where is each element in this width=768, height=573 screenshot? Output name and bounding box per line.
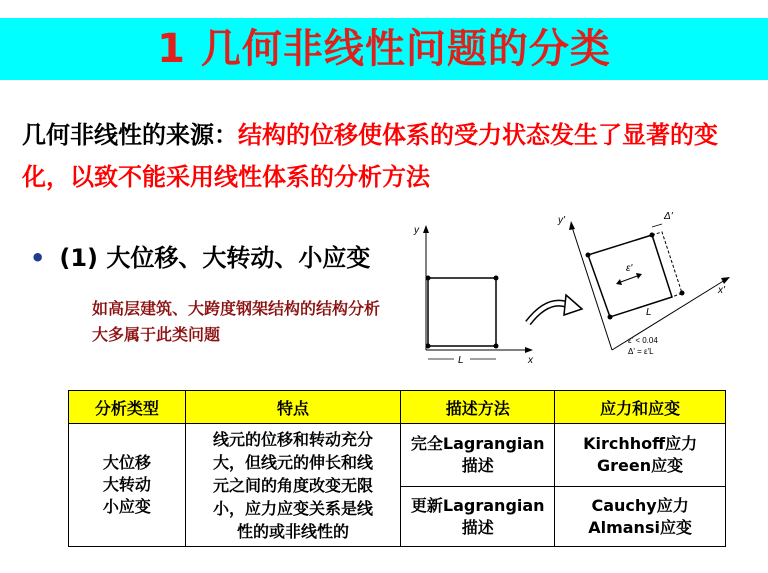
feature-cell <box>185 424 401 547</box>
deformation-figure <box>400 205 740 375</box>
slide-title: 1 几何非线性问题的分类 <box>157 26 611 72</box>
table-row <box>69 424 726 487</box>
type-line: 大转动 <box>102 475 151 494</box>
strain-line: Almansi应变 <box>588 517 692 537</box>
method-line: 描述 <box>461 517 494 537</box>
title-bar <box>0 18 768 80</box>
method-cell <box>401 424 555 487</box>
node-dot <box>426 344 431 349</box>
source-text: 结构的位移使体系的受力状态发生了显著的变化，以致不能采用线性体系的分析方法 <box>22 121 718 191</box>
node-dot <box>426 276 431 281</box>
condition-strain: ε' < 0.04 <box>628 336 658 345</box>
method-cell <box>401 487 555 547</box>
deformed-element <box>588 235 672 317</box>
type-cell <box>69 424 186 547</box>
header-analysis-type: 分析类型 <box>69 391 186 424</box>
method-line: 完全Lagrangian <box>410 434 545 453</box>
source-label: 几何非线性的来源： <box>22 121 238 149</box>
x-prime-label: x' <box>718 285 725 296</box>
table-header-row <box>69 391 726 424</box>
strain-line: Green应变 <box>597 456 684 475</box>
y-axis-label: y <box>414 225 419 236</box>
strain-label: ε' <box>626 263 633 274</box>
y-axis-arrow <box>423 225 429 233</box>
length-label: L <box>458 355 464 366</box>
stress-line: Kirchhoff应力 <box>583 434 698 453</box>
type-line: 大位移 <box>102 453 151 472</box>
node-dot <box>494 276 499 281</box>
x-axis-arrow <box>525 347 533 353</box>
feature-line: 小，应力应变关系是线 <box>213 498 374 518</box>
example-note: 如高层建筑、大跨度钢架结构的结构分析大多属于此类问题 <box>92 299 381 344</box>
bullet-item <box>30 238 370 273</box>
header-stress-strain: 应力和应变 <box>555 391 726 424</box>
feature-line: 线元的位移和转动充分 <box>213 429 374 449</box>
undeformed-element <box>428 278 496 346</box>
transform-arrow-head-icon <box>564 295 582 315</box>
stress-cell <box>555 424 726 487</box>
bullet-text: (1) 大位移、大转动、小应变 <box>59 244 371 272</box>
bullet-dot-icon: • <box>30 244 46 272</box>
feature-line: 元之间的角度改变无限 <box>213 475 374 495</box>
classification-table <box>68 390 726 547</box>
stress-cell <box>555 487 726 547</box>
elongation-region <box>652 232 682 297</box>
delta-label: Δ' <box>664 211 673 222</box>
node-dot <box>494 344 499 349</box>
feature-line: 大，但线元的伸长和线 <box>213 452 374 472</box>
method-line: 描述 <box>461 456 494 475</box>
length-prime-label: L <box>646 307 652 318</box>
type-line: 小应变 <box>102 497 151 516</box>
strain-arrow <box>618 275 640 283</box>
x-axis-label: x <box>528 355 533 366</box>
feature-line: 性的或非线性的 <box>237 521 350 541</box>
header-feature: 特点 <box>185 391 401 424</box>
source-paragraph <box>22 114 752 198</box>
header-method: 描述方法 <box>401 391 555 424</box>
y-prime-axis-line <box>572 227 612 350</box>
y-prime-label: y' <box>558 215 565 226</box>
stress-line: Cauchy应力 <box>591 495 689 515</box>
method-line: 更新Lagrangian <box>410 495 545 515</box>
condition-delta: Δ' = ε'L <box>628 347 654 356</box>
